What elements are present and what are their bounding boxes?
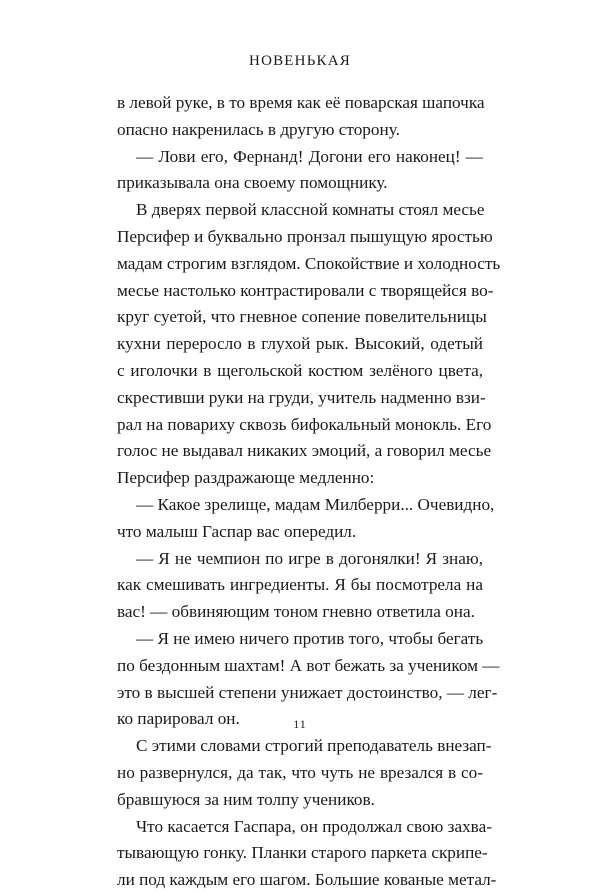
text-line: в левой руке, в то время как её поварская шапочка <box>117 93 485 112</box>
text-line: Персифер раздражающе медленно: <box>117 468 375 488</box>
text-line: — Я не имею ничего против того, чтобы бегать <box>136 628 484 648</box>
text-line: голос не выдавал никаких эмоций, а говорил месье <box>117 441 492 461</box>
text-line: что малыш Гаспар вас опередил. <box>117 521 357 541</box>
text-line: с иголочки в щегольской костюм зелёного цвета, <box>117 360 483 380</box>
page-number: 11 <box>293 717 307 731</box>
text-line: С этими словами строгий преподаватель внезап- <box>136 736 492 756</box>
text-line: Персифер и буквально пронзал пышущую яростью <box>117 226 493 246</box>
running-head: НОВЕНЬКАЯ <box>249 53 351 69</box>
text-line: бравшуюся за ним толпу учеников. <box>117 789 375 809</box>
text-line: — Какое зрелище, мадам Милберри... Очевидно, <box>136 494 495 514</box>
text-line: вас! — обвиняющим тоном гневно ответила она. <box>117 602 475 622</box>
text-line: по бездонным шахтам! А вот бежать за учеником — <box>117 655 500 675</box>
text-line: но развернулся, да так, что чуть не врезался в со- <box>117 762 483 782</box>
text-line: ли под каждым его шагом. Большие кованые метал- <box>117 870 497 890</box>
text-line: — Лови его, Фернанд! Догони его наконец! — <box>136 146 483 166</box>
text-line: месье настолько контрастировали с творящейся во- <box>117 280 494 300</box>
text-line: круг суетой, что гневное сопение повелительницы <box>117 307 487 327</box>
text-line: это в высшей степени унижает достоинство, — лег- <box>117 682 498 702</box>
text-line: — Я не чемпион по игре в догонялки! Я знаю, <box>136 548 483 568</box>
text-line: скрестивши руки на груди, учитель надменно взи- <box>117 387 486 407</box>
text-line: ко парировал он. <box>117 709 240 729</box>
text-line: рал на повариху сквозь бифокальный монокль. Его <box>117 414 492 434</box>
text-line: приказывала она своему помощнику. <box>117 173 388 193</box>
text-line: мадам строгим взглядом. Спокойствие и холодность <box>117 253 501 273</box>
text-line: кухни переросло в глухой рык. Высокий, одетый <box>117 334 483 354</box>
text-line: тывающую гонку. Планки старого паркета скрипе- <box>117 843 488 863</box>
text-line: как смешивать ингредиенты. Я бы посмотрела на <box>117 575 483 595</box>
text-line: В дверях первой классной комнаты стоял месье <box>136 200 485 220</box>
text-line: Что касается Гаспара, он продолжал свою захва- <box>136 816 492 836</box>
body-text <box>117 90 501 894</box>
text-line: опасно накренилась в другую сторону. <box>117 119 400 139</box>
